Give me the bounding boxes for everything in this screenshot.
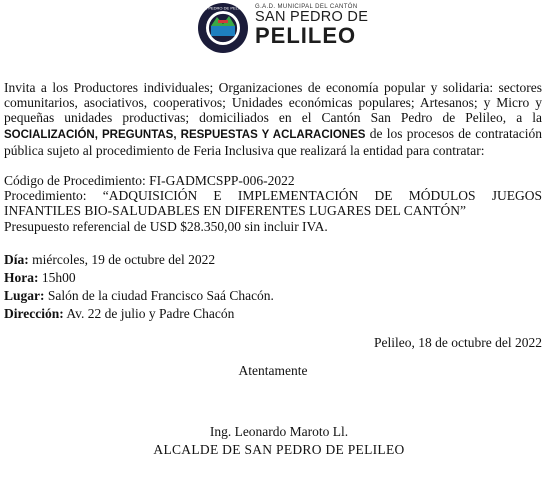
invitation-text-1: Invita a los Productores individuales; Organizaciones de economía popular y solidaria: sectores comunitarios, asociativos, cooperativos; Unidades económicas populares; Artesanos; y Micro y pequeñas unidades productivas; domiciliados en el Cantón San Pedro de Pelileo, a la: [4, 80, 542, 126]
time-value: 15h00: [38, 270, 76, 286]
event-address: [4, 306, 542, 321]
day-label: Día:: [4, 251, 29, 267]
regards-text: Atentamente: [238, 362, 308, 378]
date-line: Pelileo, 18 de octubre del 2022: [374, 334, 542, 350]
document-body: [4, 80, 542, 378]
event-time: [4, 270, 542, 285]
organization-name: [255, 4, 368, 47]
address-label: Dirección:: [4, 306, 64, 322]
letterhead: [0, 0, 558, 58]
procedure-code: Código de Procedimiento: FI-GADMCSPP-006-2022: [4, 173, 295, 189]
procedure-description: Procedimiento: “ADQUISICIÓN E IMPLEMENTACIÓN DE MÓDULOS JUEGOS INFANTILES BIO-SALUDABLES EN DIFERENTES LUGARES DEL CANTÓN”: [4, 188, 542, 219]
signer-name: Ing. Leonardo Maroto Ll.: [209, 424, 349, 439]
invitation-text-2: de los procesos de contratación pública sujeto al procedimiento de Feria Inclusiva que realizará la entidad para contratar:: [4, 125, 542, 158]
event-day: [4, 252, 542, 267]
time-label: Hora:: [4, 270, 39, 286]
municipal-seal-icon: [197, 2, 249, 54]
address-value: Av. 22 de julio y Padre Chacón: [63, 306, 235, 322]
signer-title: ALCALDE DE SAN PEDRO DE PELILEO: [153, 442, 405, 457]
procedure-budget: Presupuesto referencial de USD $28.350,00 sin incluir IVA.: [4, 218, 328, 234]
place-label: Lugar:: [4, 288, 45, 304]
place-value: Salón de la ciudad Francisco Saá Chacón.: [44, 288, 274, 304]
seal-text: SAN PEDRO DE PELILEO: [198, 5, 248, 11]
invitation-bold-text: SOCIALIZACIÓN, PREGUNTAS, RESPUESTAS Y ACLARACIONES: [4, 128, 366, 141]
org-small-caption: G.A.D. MUNICIPAL DEL CANTÓN: [255, 4, 358, 10]
invitation-paragraph: [4, 80, 542, 158]
day-value: miércoles, 19 de octubre del 2022: [28, 251, 216, 267]
org-name-line1: SAN PEDRO DE: [255, 9, 369, 25]
org-name-line2: PELILEO: [255, 23, 357, 48]
event-place: [4, 288, 542, 303]
